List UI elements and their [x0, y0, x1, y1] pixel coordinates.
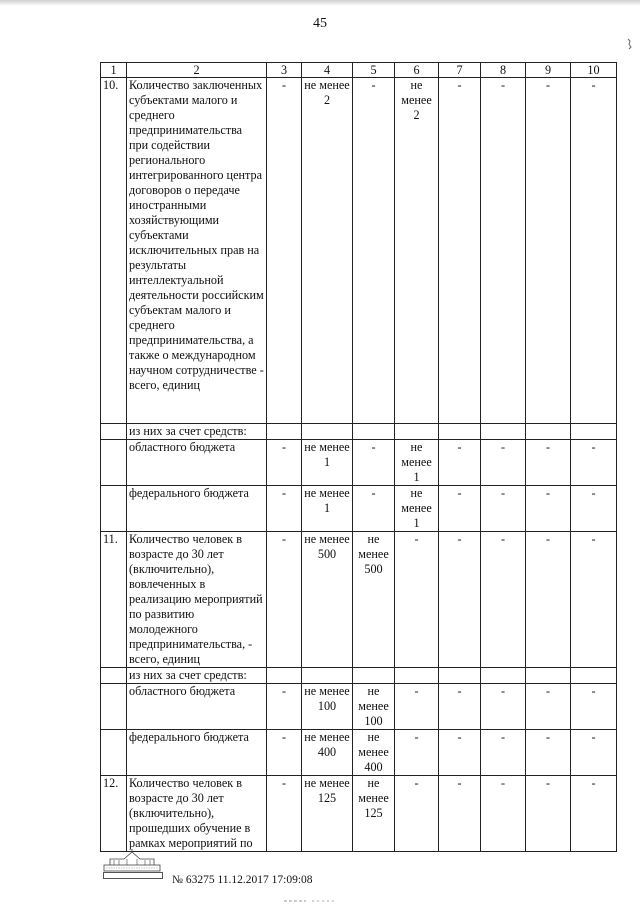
row-number: [101, 424, 127, 440]
value-cell: [353, 668, 395, 684]
indicator-label: Количество заключенных субъектами малого и среднего предпринимательства при содействии регионального интегрированного центра договоров о передаче иностранными хозяйствующими субъектами исключительных прав на результаты интеллектуальной деятельности российским субъектам малого и среднего предпринимательства, а также о международном научном сотрудничестве - всего, единиц: [127, 78, 267, 424]
value-cell: [481, 668, 526, 684]
value-cell: -: [395, 532, 439, 668]
value-cell: -: [571, 78, 617, 424]
value-cell: [395, 424, 439, 440]
table-row: [101, 486, 617, 532]
value-cell: [302, 668, 353, 684]
value-cell: не менее 2: [395, 78, 439, 424]
header-cell: 6: [395, 63, 439, 78]
value-cell: -: [439, 532, 481, 668]
scan-speck: [626, 38, 632, 50]
indicator-table: [100, 62, 617, 852]
value-cell: [267, 668, 302, 684]
value-cell: -: [439, 730, 481, 776]
value-cell: -: [481, 776, 526, 852]
value-cell: -: [481, 684, 526, 730]
row-number: [101, 684, 127, 730]
table-row: [101, 776, 617, 852]
value-cell: -: [353, 440, 395, 486]
value-cell: не менее 125: [302, 776, 353, 852]
indicator-label: федерального бюджета: [127, 486, 267, 532]
value-cell: -: [571, 440, 617, 486]
value-cell: -: [439, 440, 481, 486]
header-cell: 7: [439, 63, 481, 78]
value-cell: [302, 424, 353, 440]
value-cell: не менее 1: [395, 440, 439, 486]
value-cell: не менее 2: [302, 78, 353, 424]
header-cell: 5: [353, 63, 395, 78]
value-cell: -: [439, 684, 481, 730]
header-cell: 2: [127, 63, 267, 78]
page-number: 45: [313, 16, 327, 31]
value-cell: -: [571, 486, 617, 532]
row-number: [101, 486, 127, 532]
value-cell: -: [267, 78, 302, 424]
value-cell: -: [439, 486, 481, 532]
row-number: [101, 730, 127, 776]
indicator-label: областного бюджета: [127, 684, 267, 730]
value-cell: [571, 424, 617, 440]
header-cell: 8: [481, 63, 526, 78]
value-cell: -: [526, 486, 571, 532]
indicator-label: Количество человек в возрасте до 30 лет (включительно), вовлеченных в реализацию мероприятий по развитию молодежного предпринимательства, - всего, единиц: [127, 532, 267, 668]
value-cell: -: [526, 532, 571, 668]
registry-building-logo: [100, 848, 164, 874]
document-footer: [100, 848, 520, 892]
value-cell: [267, 424, 302, 440]
value-cell: -: [481, 486, 526, 532]
value-cell: -: [439, 776, 481, 852]
value-cell: [526, 424, 571, 440]
value-cell: не менее 1: [302, 440, 353, 486]
header-cell: 10: [571, 63, 617, 78]
value-cell: не менее 500: [302, 532, 353, 668]
header-cell: 1: [101, 63, 127, 78]
scan-artifact: [284, 899, 334, 903]
value-cell: -: [526, 440, 571, 486]
value-cell: -: [526, 776, 571, 852]
row-number: [101, 440, 127, 486]
value-cell: -: [526, 78, 571, 424]
value-cell: [481, 424, 526, 440]
scan-edge-shadow: [0, 0, 640, 6]
table-row: [101, 684, 617, 730]
indicator-label: из них за счет средств:: [127, 668, 267, 684]
value-cell: -: [526, 684, 571, 730]
value-cell: -: [353, 78, 395, 424]
header-cell: 3: [267, 63, 302, 78]
row-number: [101, 668, 127, 684]
value-cell: не менее 400: [302, 730, 353, 776]
value-cell: -: [267, 684, 302, 730]
document-registration-id: № 63275 11.12.2017 17:09:08: [172, 874, 313, 886]
table-row: [101, 668, 617, 684]
stamp-caption-strip: [103, 872, 163, 879]
value-cell: не менее 1: [395, 486, 439, 532]
header-cell: 9: [526, 63, 571, 78]
value-cell: -: [395, 730, 439, 776]
value-cell: не менее 1: [302, 486, 353, 532]
value-cell: [353, 424, 395, 440]
table-row: [101, 730, 617, 776]
indicator-label: областного бюджета: [127, 440, 267, 486]
value-cell: -: [571, 532, 617, 668]
value-cell: [571, 668, 617, 684]
value-cell: [439, 668, 481, 684]
row-number: 11.: [101, 532, 127, 668]
value-cell: -: [481, 532, 526, 668]
value-cell: -: [571, 684, 617, 730]
value-cell: -: [267, 486, 302, 532]
row-number: 10.: [101, 78, 127, 424]
table-row: [101, 424, 617, 440]
header-cell: 4: [302, 63, 353, 78]
value-cell: не менее 500: [353, 532, 395, 668]
table-header-row: [101, 63, 617, 78]
value-cell: -: [526, 730, 571, 776]
value-cell: -: [571, 776, 617, 852]
value-cell: -: [353, 486, 395, 532]
row-number: 12.: [101, 776, 127, 852]
table-row: [101, 440, 617, 486]
table-row: [101, 78, 617, 424]
value-cell: -: [267, 440, 302, 486]
value-cell: [439, 424, 481, 440]
indicator-label: федерального бюджета: [127, 730, 267, 776]
value-cell: -: [267, 730, 302, 776]
value-cell: -: [395, 776, 439, 852]
value-cell: не менее 400: [353, 730, 395, 776]
value-cell: [395, 668, 439, 684]
value-cell: -: [571, 730, 617, 776]
value-cell: -: [267, 532, 302, 668]
indicator-label: Количество человек в возрасте до 30 лет (включительно), прошедших обучение в рамках мероприятий по: [127, 776, 267, 852]
indicator-label: из них за счет средств:: [127, 424, 267, 440]
value-cell: -: [481, 730, 526, 776]
value-cell: -: [481, 78, 526, 424]
value-cell: [526, 668, 571, 684]
value-cell: -: [267, 776, 302, 852]
value-cell: -: [481, 440, 526, 486]
value-cell: не менее 100: [353, 684, 395, 730]
value-cell: не менее 100: [302, 684, 353, 730]
value-cell: -: [439, 78, 481, 424]
table-row: [101, 532, 617, 668]
value-cell: не менее 125: [353, 776, 395, 852]
value-cell: -: [395, 684, 439, 730]
